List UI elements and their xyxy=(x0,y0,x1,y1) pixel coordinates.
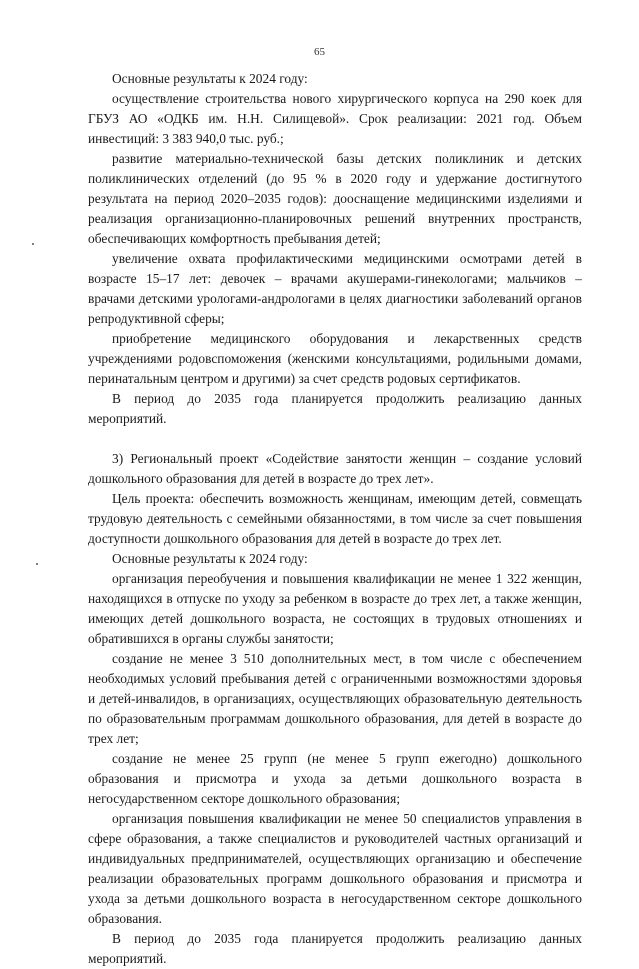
scan-mark xyxy=(36,563,38,565)
scan-mark xyxy=(32,243,34,245)
paragraph: создание не менее 3 510 дополнительных мест, в том числе с обеспечением необходимых условий пребывания детей с ограниченными возможностями здоровья и детей-инвалидов, в организациях, осуществляющих образовательную деятельность по образовательным программам дошкольного образования, для детей в возрасте до трех лет; xyxy=(88,651,582,746)
paragraph: осуществление строительства нового хирургического корпуса на 290 коек для ГБУЗ АО «ОДКБ им. Н.Н. Силищевой». Срок реализации: 2021 год. Объем инвестиций: 3 383 940,0 тыс. руб.; xyxy=(88,91,582,146)
paragraph: организация переобучения и повышения квалификации не менее 1 322 женщин, находящихся в отпуске по уходу за ребенком в возрасте до трех лет, а также женщин, имеющих детей дошкольного возраста, не состоящих в трудовых отношениях и обратившихся в органы службы занятости; xyxy=(88,571,582,646)
paragraph: В период до 2035 года планируется продолжить реализацию данных мероприятий. xyxy=(88,391,582,426)
document-body xyxy=(88,69,582,969)
paragraph: организация повышения квалификации не менее 50 специалистов управления в сфере образования, а также специалистов и руководителей частных организаций и индивидуальных предпринимателей, осуществляющих организацию и обеспечение реализации образовательных программ дошкольного образования и присмотра и ухода за детьми дошкольного возраста в негосударственном секторе дошкольного образования. xyxy=(88,811,582,926)
results-heading: Основные результаты к 2024 году: xyxy=(112,71,308,86)
paragraph: увеличение охвата профилактическими медицинскими осмотрами детей в возрасте 15–17 лет: девочек – врачами акушерами-гинекологами; мальчиков – врачами детскими урологами-андрологами в целях диагностики заболеваний органов репродуктивной сферы; xyxy=(88,251,582,326)
paragraph: приобретение медицинского оборудования и лекарственных средств учреждениями родовспоможения (женскими консультациями, родильными домами, перинатальным центром и другими) за счет средств родовых сертификатов. xyxy=(88,331,582,386)
paragraph: В период до 2035 года планируется продолжить реализацию данных мероприятий. xyxy=(88,931,582,966)
results-heading: Основные результаты к 2024 году: xyxy=(112,551,308,566)
page-number: 65 xyxy=(314,46,325,58)
project-heading: 3) Региональный проект «Содействие занятости женщин – создание условий дошкольного образования для детей в возрасте до трех лет». xyxy=(88,451,582,486)
project-goal: Цель проекта: обеспечить возможность женщинам, имеющим детей, совмещать трудовую деятельность с семейными обязанностями, в том числе за счет повышения доступности дошкольного образования для детей в возрасте до трех лет. xyxy=(88,491,582,546)
paragraph: развитие материально-технической базы детских поликлиник и детских поликлинических отделений (до 95 % в 2020 году и удержание достигнутого результата на период 2020–2035 годов): дооснащение медицинскими изделиями и реализация организационно-планировочных решений внутренних пространств, обеспечивающих комфортность пребывания детей; xyxy=(88,151,582,246)
paragraph: создание не менее 25 групп (не менее 5 групп ежегодно) дошкольного образования и присмотра и ухода за детьми дошкольного возраста в негосударственном секторе дошкольного образования; xyxy=(88,751,582,806)
